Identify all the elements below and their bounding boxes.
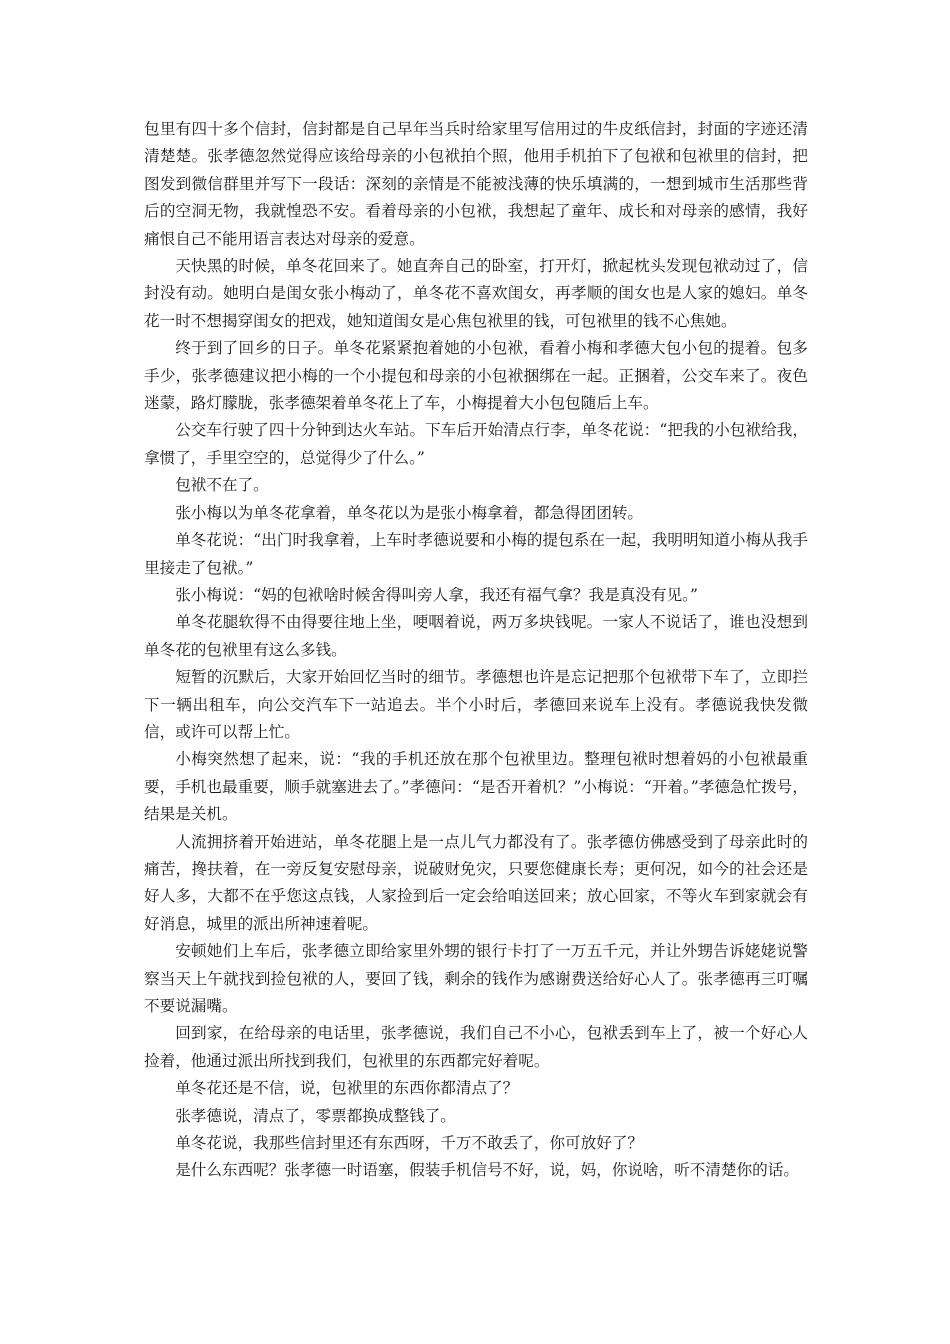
paragraph-18: 是什么东西呢？张孝德一时语塞，假装手机信号不好，说，妈，你说啥，听不清楚你的话。 xyxy=(175,1161,799,1180)
paragraph-6: 张小梅以为单冬花拿着，单冬花以为是张小梅拿着，都急得团团转。 xyxy=(175,503,644,522)
story-text xyxy=(144,116,808,1185)
paragraph-5: 包袱不在了。 xyxy=(175,476,269,495)
paragraph-4: 公交车行驶了四十分钟到达火车站。下车后开始清点行李，单冬花说：“把我的小包袱给我，拿惯了，手里空空的，总觉得少了什么。” xyxy=(144,421,808,467)
paragraph-11: 小梅突然想了起来，说：“我的手机还放在那个包袱里边。整理包袱时想着妈的小包袱最重要，手机也最重要，顺手就塞进去了。”孝德问：“是否开着机？”小梅说：“开着。”孝德急忙拨号，结果是关机。 xyxy=(144,750,808,824)
paragraph-7: 单冬花说：“出门时我拿着，上车时孝德说要和小梅的提包系在一起，我明明知道小梅从我手里接走了包袱。” xyxy=(144,531,808,577)
paragraph-9: 单冬花腿软得不由得要往地上坐，哽咽着说，两万多块钱呢。一家人不说话了，谁也没想到单冬花的包袱里有这么多钱。 xyxy=(144,613,808,659)
paragraph-8: 张小梅说：“妈的包袱啥时候舍得叫旁人拿，我还有福气拿？我是真没有见。” xyxy=(175,585,698,604)
paragraph-1: 包里有四十多个信封，信封都是自己早年当兵时给家里写信用过的牛皮纸信封，封面的字迹还清清楚楚。张孝德忽然觉得应该给母亲的小包袱拍个照，他用手机拍下了包袱和包袱里的信封，把图发到微信群里并写下一段话：深刻的亲情是不能被浅薄的快乐填满的，一想到城市生活那些背后的空洞无物，我就惶恐不安。看着母亲的小包袱，我想起了童年、成长和对母亲的感情，我好痛恨自己不能用语言表达对母亲的爱意。 xyxy=(144,120,808,248)
paragraph-10: 短暂的沉默后，大家开始回忆当时的细节。孝德想也许是忘记把那个包袱带下车了，立即拦下一辆出租车，向公交汽车下一站追去。半个小时后，孝德回来说车上没有。孝德说我快发微信，或许可以帮上忙。 xyxy=(144,668,808,741)
paragraph-2: 天快黑的时候，单冬花回来了。她直奔自己的卧室，打开灯，掀起枕头发现包袱动过了，信封没有动。她明白是闺女张小梅动了，单冬花不喜欢闺女，再孝顺的闺女也是人家的媳妇。单冬花一时不想揭穿闺女的把戏，她知道闺女是心焦包袱里的钱，可包袱里的钱不心焦她。 xyxy=(144,257,808,330)
paragraph-13: 安顿她们上车后，张孝德立即给家里外甥的银行卡打了一万五千元，并让外甥告诉姥姥说警察当天上午就找到捡包袱的人，要回了钱，剩余的钱作为感谢费送给好心人了。张孝德再三叮嘱不要说漏嘴。 xyxy=(144,942,808,1015)
paragraph-16: 张孝德说，清点了，零票都换成整钱了。 xyxy=(175,1106,456,1125)
paragraph-3: 终于到了回乡的日子。单冬花紧紧抱着她的小包袱，看着小梅和孝德大包小包的提着。包多手少，张孝德建议把小梅的一个小提包和母亲的小包袱捆绑在一起。正捆着，公交车来了。夜色迷蒙，路灯朦胧，张孝德架着单冬花上了车，小梅提着大小包包随后上车。 xyxy=(144,339,808,413)
paragraph-12: 人流拥挤着开始进站，单冬花腿上是一点儿气力都没有了。张孝德仿佛感受到了母亲此时的痛苦，搀扶着，在一旁反复安慰母亲，说破财免灾，只要您健康长寿；更何况，如今的社会还是好人多，大都不在乎您这点钱，人家捡到后一定会给咱送回来；放心回家，不等火车到家就会有好消息，城里的派出所神速着呢。 xyxy=(144,832,808,933)
paragraph-17: 单冬花说，我那些信封里还有东西呀，千万不敢丢了，你可放好了？ xyxy=(175,1134,644,1153)
paragraph-14: 回到家，在给母亲的电话里，张孝德说，我们自己不小心，包袱丢到车上了，被一个好心人捡着，他通过派出所找到我们，包袱里的东西都完好着呢。 xyxy=(144,1024,808,1070)
paragraph-15: 单冬花还是不信，说，包袱里的东西你都清点了？ xyxy=(175,1079,519,1098)
